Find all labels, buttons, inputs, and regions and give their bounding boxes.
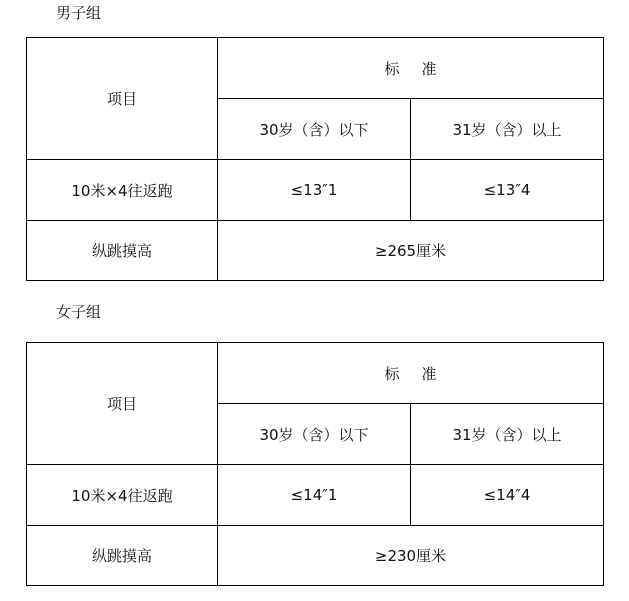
section-title-men: 男子组 bbox=[56, 4, 102, 22]
header-age-group-2: 31岁（含）以上 bbox=[411, 404, 604, 465]
row-item-vertical-jump: 纵跳摸高 bbox=[27, 526, 218, 586]
header-item-label: 项目 bbox=[106, 395, 137, 413]
header-item-label: 项目 bbox=[106, 90, 137, 108]
header-standard-cell bbox=[218, 38, 604, 99]
women-standards-table bbox=[26, 342, 604, 586]
row-value-vertical-jump: ≥230厘米 bbox=[218, 526, 604, 586]
header-item-cell bbox=[27, 343, 218, 465]
header-age-group-1: 30岁（含）以下 bbox=[218, 99, 411, 160]
header-standard-char2: 准 bbox=[421, 59, 437, 78]
header-age-group-1: 30岁（含）以下 bbox=[218, 404, 411, 465]
header-standard-char1: 标 bbox=[384, 364, 400, 383]
row-item-shuttle-run: 10米×4往返跑 bbox=[27, 160, 218, 221]
header-item-cell bbox=[27, 38, 218, 160]
row-value-shuttle-run-group-2: ≤13″4 bbox=[411, 160, 604, 221]
row-value-vertical-jump: ≥265厘米 bbox=[218, 221, 604, 281]
header-standard-char2: 准 bbox=[421, 364, 437, 383]
row-value-shuttle-run-group-1: ≤13″1 bbox=[218, 160, 411, 221]
row-value-shuttle-run-group-2: ≤14″4 bbox=[411, 465, 604, 526]
section-title-women: 女子组 bbox=[56, 303, 102, 321]
header-standard-cell bbox=[218, 343, 604, 404]
men-standards-table bbox=[26, 37, 604, 281]
row-item-vertical-jump: 纵跳摸高 bbox=[27, 221, 218, 281]
header-age-group-2: 31岁（含）以上 bbox=[411, 99, 604, 160]
header-standard-char1: 标 bbox=[384, 59, 400, 78]
row-item-shuttle-run: 10米×4往返跑 bbox=[27, 465, 218, 526]
row-value-shuttle-run-group-1: ≤14″1 bbox=[218, 465, 411, 526]
